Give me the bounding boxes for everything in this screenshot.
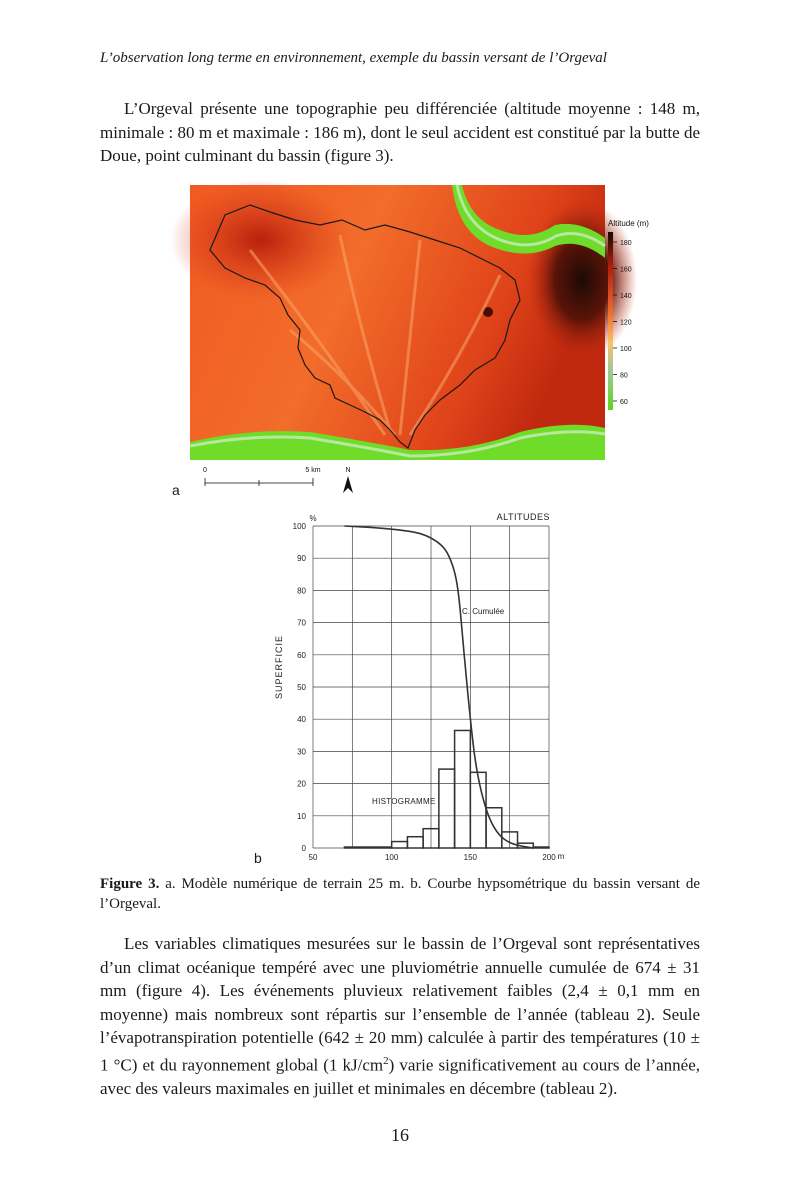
scale-end-label: 5 km — [305, 467, 321, 474]
paragraph-topography — [100, 97, 700, 168]
page-number: 16 — [391, 1125, 409, 1145]
figure-3a-dem — [170, 180, 649, 500]
histogram-label: HISTOGRAMME — [372, 797, 436, 806]
legend-tick-label: 100 — [620, 346, 632, 353]
y-tick-label: 60 — [297, 650, 306, 660]
legend-tick-label: 80 — [620, 372, 628, 380]
y-tick-label: 50 — [297, 683, 306, 692]
figure-caption — [100, 874, 700, 914]
x-tick-label: 150 — [463, 853, 478, 862]
dem-map-svg — [170, 180, 649, 500]
histogram-bar — [407, 837, 423, 848]
y-tick-label: 30 — [297, 747, 306, 757]
chart-title: ALTITUDES — [496, 512, 550, 522]
caption-label: Figure 3. — [100, 876, 160, 892]
caption-text: a. Modèle numérique de terrain 25 m. b. Courbe hypsométrique du bassin versant de l’Orgeval. — [100, 876, 700, 912]
x-tick-label: 200 — [542, 853, 556, 862]
panel-label-b: b — [254, 850, 262, 866]
dem-highland-nw — [170, 180, 350, 300]
curve-label: C. Cumulée — [462, 607, 505, 616]
paragraph-topography-text: L’Orgeval présente une topographie peu différenciée (altitude moyenne : 148 m, minimale : 80 m et maximale : 186 m), dont le seul accident est constitué par la butte de Doue, point culminant du bassin (figure 3). — [100, 99, 700, 165]
histogram-bar — [439, 769, 455, 848]
paragraph-climate — [100, 932, 700, 1100]
legend-colorbar — [608, 232, 613, 410]
y-tick-label: 10 — [297, 811, 306, 821]
chart-ticks — [293, 522, 557, 862]
y-tick-label: 100 — [292, 522, 306, 531]
scale-start-label: 0 — [203, 467, 207, 474]
y-axis-label: SUPERFICIE — [274, 634, 284, 700]
histogram-series — [344, 730, 549, 848]
scale-bar — [203, 467, 321, 486]
north-arrow-icon — [343, 467, 353, 493]
superscript: 2 — [383, 1054, 389, 1067]
y-tick-label: 40 — [297, 715, 306, 725]
y-tick-label: 80 — [297, 586, 306, 596]
x-unit-label: m — [557, 852, 565, 861]
y-tick-label: 20 — [297, 779, 306, 789]
paragraph-climate-text-2: ) varie significativement au cours de l’année, avec des valeurs maximales en juillet et minimales en décembre (tableau 2). — [100, 1055, 700, 1098]
histogram-bar — [455, 730, 471, 848]
north-label: N — [345, 467, 351, 474]
y-unit-label: % — [309, 514, 317, 523]
histogram-bar — [344, 847, 391, 848]
y-tick-label: 0 — [301, 844, 306, 853]
legend-tick-label: 160 — [620, 266, 632, 274]
legend-tick-label: 140 — [620, 293, 632, 300]
y-tick-label: 90 — [297, 554, 306, 564]
y-tick-label: 70 — [297, 618, 306, 628]
legend-tick-label: 120 — [620, 319, 632, 327]
histogram-bar — [392, 842, 408, 848]
histogram-bar — [533, 847, 549, 848]
paragraph-climate-text-1: Les variables climatiques mesurées sur le bassin de l’Orgeval sont représentatives d’un climat océanique tempéré avec une pluviométrie annuelle cumulée de 674 ± 31 mm (figure 4). Les événements pluvieux relativement faibles (2,4 ± 0,1 mm en moyenne) mais nombreux sont répartis sur l’ensemble de l’année (tableau 2). Seule l’évapotranspiration potentielle (642 ± 20 mm) calculée à partir des températures (10 ± 1 °C) et du rayonnement global (1 kJ/cm — [100, 934, 700, 1075]
hypsometric-chart — [250, 505, 580, 870]
legend-title: Altitude (m) — [608, 219, 649, 228]
x-tick-label: 50 — [308, 853, 318, 862]
legend-tick-label: 180 — [620, 240, 632, 247]
figure-3b-hypsometric — [250, 505, 580, 870]
running-header: L’observation long terme en environnement, exemple du bassin versant de l’Orgeval — [100, 50, 607, 66]
x-tick-label: 100 — [384, 853, 399, 862]
panel-label-a: a — [172, 482, 180, 498]
legend-tick-label: 60 — [620, 399, 628, 406]
